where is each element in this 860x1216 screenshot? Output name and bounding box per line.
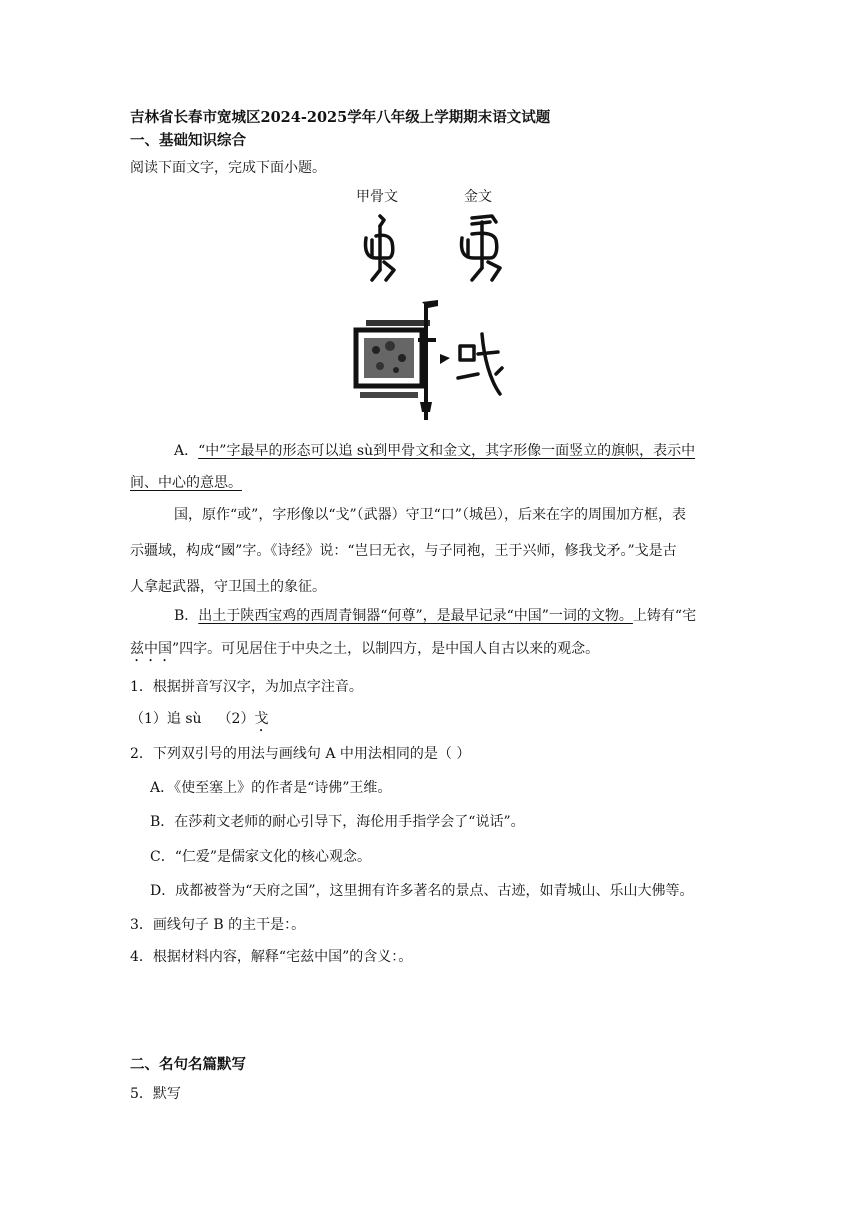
passage-a-prefix: A． <box>174 443 199 459</box>
bronze-zhong-glyph <box>452 212 512 284</box>
passage-guo-line-3: 人拿起武器，守卫国土的象征。 <box>130 579 326 595</box>
passage-b-tail: 上铸有“宅 <box>632 608 697 624</box>
question-5: 5．默写 <box>130 1086 181 1102</box>
section-heading-1: 一、基础知识综合 <box>130 132 246 149</box>
passage-a-line-2: 间、中心的意思。 <box>130 475 242 491</box>
question-2-option-d: D．成都被誉为“天府之国”，这里拥有许多著名的景点、古迹，如青城山、乐山大佛等。 <box>150 883 694 899</box>
oracle-bone-zhong-glyph <box>350 212 410 284</box>
question-1-subparts <box>130 708 268 735</box>
dotted-char-ge: 戈 <box>254 711 269 727</box>
question-1-sub-b: （2） <box>217 711 255 727</box>
question-3: 3．画线句子 B 的主干是：。 <box>130 917 306 933</box>
passage-guo-line-2: 示疆域，构成“國”字。《诗经》说：“岂曰无衣，与子同袍，王于兴师，修我戈矛。”戈是古 <box>130 543 677 559</box>
passage-a-line-1 <box>174 440 695 460</box>
underlined-sentence-a: “中”字最早的形态可以追 sù到甲骨文和金文，其字形像一面竖立的旗帜，表示中 <box>198 443 696 459</box>
question-2-option-a: A．《使至塞上》的作者是“诗佛”王维。 <box>150 780 392 796</box>
passage-guo-line-1: 国，原作“或”，字形像以“戈”（武器）守卫“口”（城邑），后来在字的周围加方框，表 <box>174 507 686 523</box>
passage-b-line-1 <box>174 605 696 625</box>
question-2-option-c: C．“仁爱”是儒家文化的核心观念。 <box>150 849 372 865</box>
passage-b-line-2 <box>130 638 599 665</box>
underlined-sentence-b: 出土于陕西宝鸡的西周青铜器“何尊”，是最早记录“中国”一词的文物。 <box>198 608 633 624</box>
section-heading-2: 二、名句名篇默写 <box>130 1056 246 1073</box>
caption-bronze: 金文 <box>464 189 492 205</box>
guo-evolution-illustration <box>350 298 510 420</box>
caption-oracle-bone: 甲骨文 <box>356 189 398 205</box>
question-2: 2．下列双引号的用法与画线句 A 中用法相同的是（ ） <box>130 746 471 762</box>
passage-b-line-2-rest: ”四字。可见居住于中央之土，以制四方，是中国人自古以来的观念。 <box>172 641 600 657</box>
question-4: 4．根据材料内容，解释“宅兹中国”的含义：。 <box>130 949 413 965</box>
intro-text: 阅读下面文字，完成下面小题。 <box>130 160 326 176</box>
passage-b-prefix: B． <box>174 608 199 624</box>
question-1-sub-a: （1）追 sù <box>130 711 202 727</box>
question-1: 1．根据拼音写汉字，为加点字注音。 <box>130 679 363 695</box>
question-2-option-b: B．在莎莉文老师的耐心引导下，海伦用手指学会了“说话”。 <box>150 814 525 830</box>
document-title: 吉林省长春市宽城区2024-2025学年八年级上学期期末语文试题 <box>130 109 551 126</box>
dotted-phrase: 兹中国 <box>130 641 172 657</box>
